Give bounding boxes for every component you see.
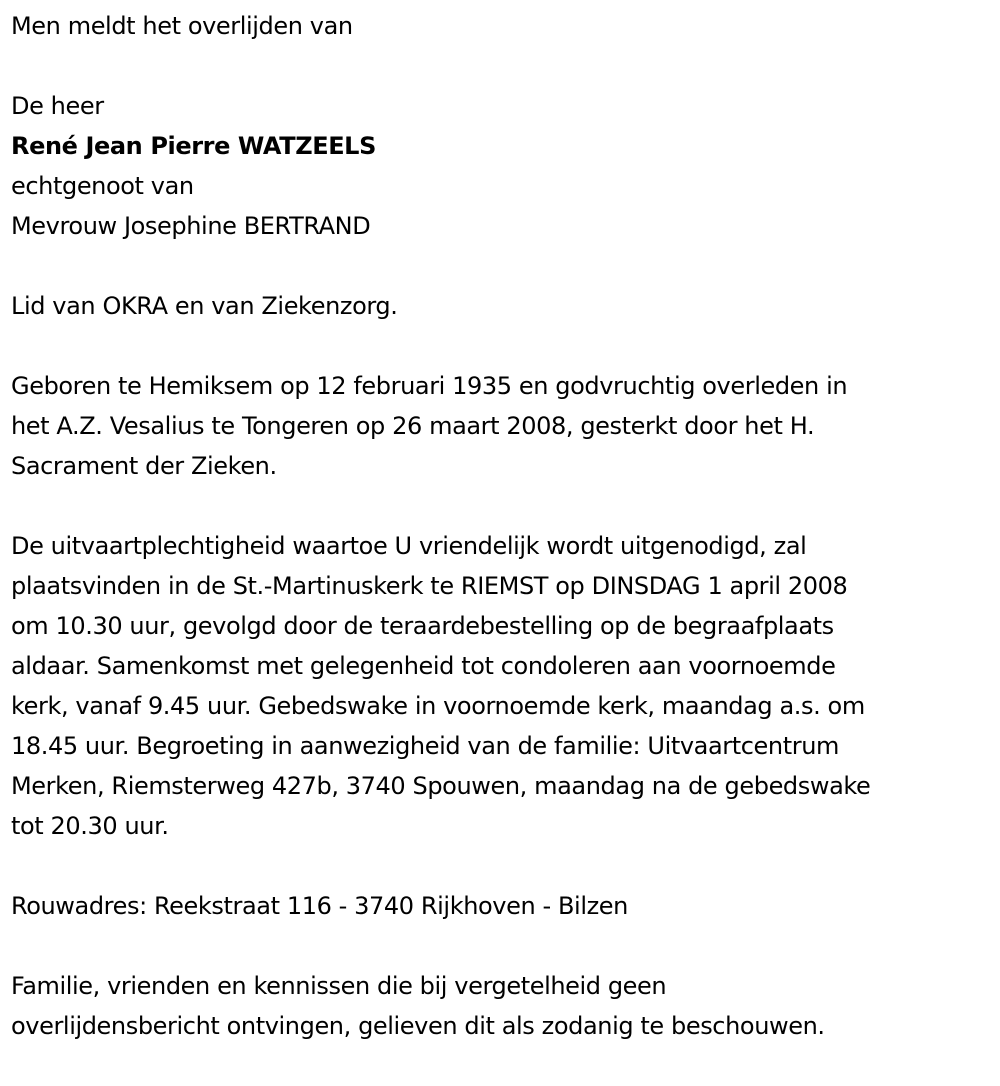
paragraph-line: 18.45 uur. Begroeting in aanwezigheid van de familie: Uitvaartcentrum bbox=[11, 732, 839, 760]
closing-paragraph bbox=[11, 966, 951, 1046]
paragraph-line: overlijdensbericht ontvingen, gelieven dit als zodanig te beschouwen. bbox=[11, 1012, 825, 1040]
spacer bbox=[11, 46, 986, 86]
salutation: De heer bbox=[11, 92, 104, 120]
paragraph-line: Geboren te Hemiksem op 12 februari 1935 en godvruchtig overleden in bbox=[11, 372, 848, 400]
funeral-paragraph bbox=[11, 526, 986, 846]
spacer bbox=[11, 846, 986, 886]
paragraph-line: Merken, Riemsterweg 427b, 3740 Spouwen, maandag na de gebedswake bbox=[11, 772, 871, 800]
death-notice bbox=[11, 6, 986, 1046]
spacer bbox=[11, 926, 986, 966]
paragraph-line: kerk, vanaf 9.45 uur. Gebedswake in voornoemde kerk, maandag a.s. om bbox=[11, 692, 865, 720]
paragraph-line: De uitvaartplechtigheid waartoe U vriendelijk wordt uitgenodigd, zal bbox=[11, 532, 807, 560]
paragraph-line: plaatsvinden in de St.-Martinuskerk te RIEMST op DINSDAG 1 april 2008 bbox=[11, 572, 848, 600]
mourning-address: Rouwadres: Reekstraat 116 - 3740 Rijkhoven - Bilzen bbox=[11, 892, 628, 920]
deceased-name: René Jean Pierre WATZEELS bbox=[11, 132, 376, 160]
spouse-name: Mevrouw Josephine BERTRAND bbox=[11, 212, 371, 240]
membership-text: Lid van OKRA en van Ziekenzorg. bbox=[11, 292, 398, 320]
paragraph-line: Familie, vrienden en kennissen die bij vergetelheid geen bbox=[11, 972, 667, 1000]
intro-text: Men meldt het overlijden van bbox=[11, 12, 353, 40]
paragraph-line: aldaar. Samenkomst met gelegenheid tot condoleren aan voornoemde bbox=[11, 652, 836, 680]
spacer bbox=[11, 486, 986, 526]
birth-death-paragraph bbox=[11, 366, 971, 486]
paragraph-line: tot 20.30 uur. bbox=[11, 812, 169, 840]
paragraph-line: het A.Z. Vesalius te Tongeren op 26 maart 2008, gesterkt door het H. bbox=[11, 412, 815, 440]
spacer bbox=[11, 326, 986, 366]
spacer bbox=[11, 246, 986, 286]
paragraph-line: Sacrament der Zieken. bbox=[11, 452, 277, 480]
paragraph-line: om 10.30 uur, gevolgd door de teraardebestelling op de begraafplaats bbox=[11, 612, 834, 640]
spouse-label: echtgenoot van bbox=[11, 172, 194, 200]
